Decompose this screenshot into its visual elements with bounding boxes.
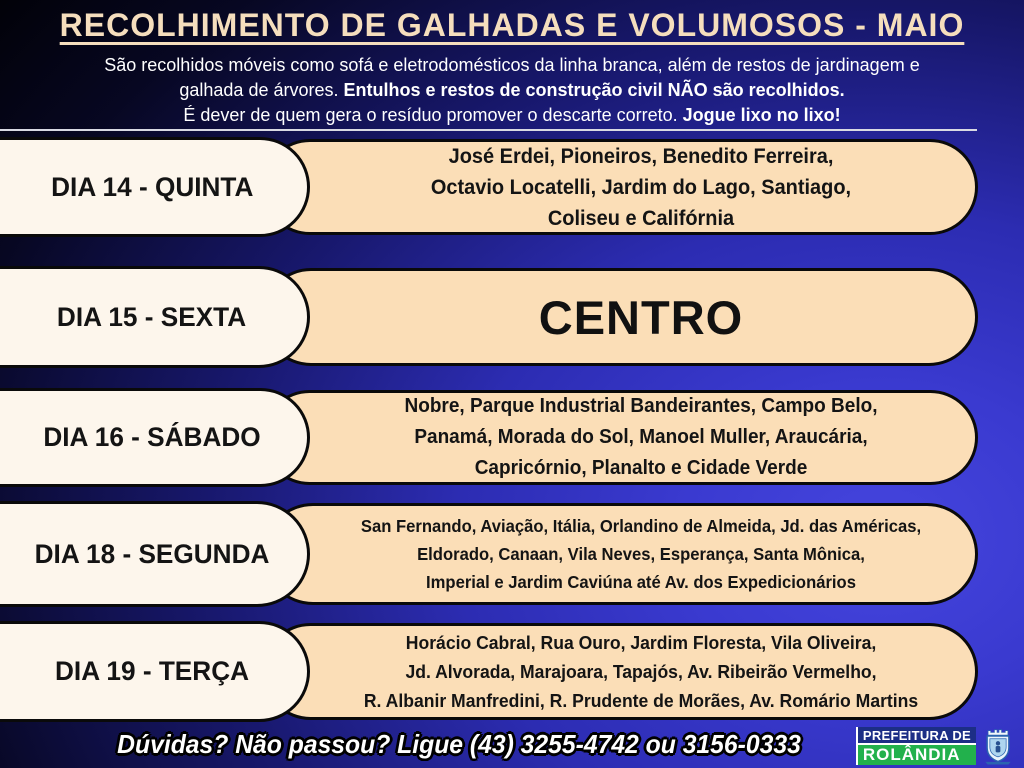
logo-rolandia-label: ROLÂNDIA xyxy=(858,745,976,765)
areas-lines xyxy=(350,391,931,484)
schedule-row-dia-19 xyxy=(0,621,1024,722)
intro-line-3-normal: É dever de quem gera o resíduo promover o descarte correto. xyxy=(183,105,683,125)
areas-line: R. Albanir Manfredini, R. Prudente de Morães, Av. Romário Martins xyxy=(363,690,919,711)
intro-line-3-bold: Jogue lixo no lixo! xyxy=(682,105,841,125)
areas-bar xyxy=(262,503,978,605)
intro-line-2-bold: Entulhos e restos de construção civil NÃO são recolhidos. xyxy=(343,80,845,100)
areas-lines xyxy=(350,141,931,234)
areas-bar xyxy=(262,623,978,720)
day-pill xyxy=(0,501,310,607)
day-label: DIA 15 - SEXTA xyxy=(57,301,247,332)
footer xyxy=(0,722,1024,768)
areas-line: Eldorado, Canaan, Vila Neves, Esperança, Santa Mônica, xyxy=(417,544,865,564)
day-label: DIA 16 - SÁBADO xyxy=(43,422,261,452)
logo-text-block xyxy=(856,727,976,765)
areas-line: José Erdei, Pioneiros, Benedito Ferreira, xyxy=(448,144,834,168)
day-label: DIA 14 - QUINTA xyxy=(50,171,254,202)
areas-line: Coliseu e Califórnia xyxy=(547,206,735,230)
logo-prefeitura-label: PREFEITURA DE xyxy=(858,727,976,745)
intro-text xyxy=(0,53,1024,128)
areas-line: San Fernando, Aviação, Itália, Orlandino de Almeida, Jd. das Américas, xyxy=(360,516,922,536)
intro-line-1: São recolhidos móveis como sofá e eletrodomésticos da linha branca, além de restos de jardinagem e xyxy=(104,55,920,75)
areas-line: Capricórnio, Planalto e Cidade Verde xyxy=(474,457,808,479)
areas-lines xyxy=(350,628,931,715)
areas-line: Horácio Cabral, Rua Ouro, Jardim Floresta, Vila Oliveira, xyxy=(405,632,877,653)
page-title: RECOLHIMENTO DE GALHADAS E VOLUMOSOS - MAIO xyxy=(59,7,965,43)
intro-line-3 xyxy=(0,103,1024,128)
schedule-row-dia-15 xyxy=(0,266,1024,368)
areas-line: Imperial e Jardim Caviúna até Av. dos Expedicionários xyxy=(426,572,856,592)
schedule-row-dia-16 xyxy=(0,388,1024,487)
intro-line-2 xyxy=(0,78,1024,103)
day-pill xyxy=(0,266,310,368)
areas-line: Jd. Alvorada, Marajoara, Tapajós, Av. Ribeirão Vermelho, xyxy=(405,661,877,682)
day-pill xyxy=(0,137,310,237)
rolandia-coat-of-arms-icon xyxy=(978,727,1018,765)
header xyxy=(0,0,1024,134)
areas-line: Nobre, Parque Industrial Bandeirantes, Campo Belo, xyxy=(404,395,878,417)
areas-bar xyxy=(262,390,978,485)
areas-line-centro: CENTRO xyxy=(538,290,744,344)
areas-bar xyxy=(262,139,978,235)
prefeitura-rolandia-logo xyxy=(856,727,1018,765)
contact-phone-text: Dúvidas? Não passou? Ligue (43) 3255-4742 ou 3156-0333 xyxy=(117,729,801,759)
schedule-row-dia-14 xyxy=(0,137,1024,237)
header-divider xyxy=(0,129,977,131)
intro-line-2-normal: galhada de árvores. xyxy=(179,80,344,100)
areas-line: Octavio Locatelli, Jardim do Lago, Santiago, xyxy=(430,175,852,199)
areas-line: Panamá, Morada do Sol, Manoel Muller, Araucária, xyxy=(414,426,868,448)
day-pill xyxy=(0,621,310,722)
areas-bar xyxy=(262,268,978,366)
day-pill xyxy=(0,388,310,487)
day-label: DIA 19 - TERÇA xyxy=(54,656,250,686)
day-label: DIA 18 - SEGUNDA xyxy=(34,538,270,569)
schedule-row-dia-18 xyxy=(0,501,1024,607)
areas-lines xyxy=(350,512,931,596)
